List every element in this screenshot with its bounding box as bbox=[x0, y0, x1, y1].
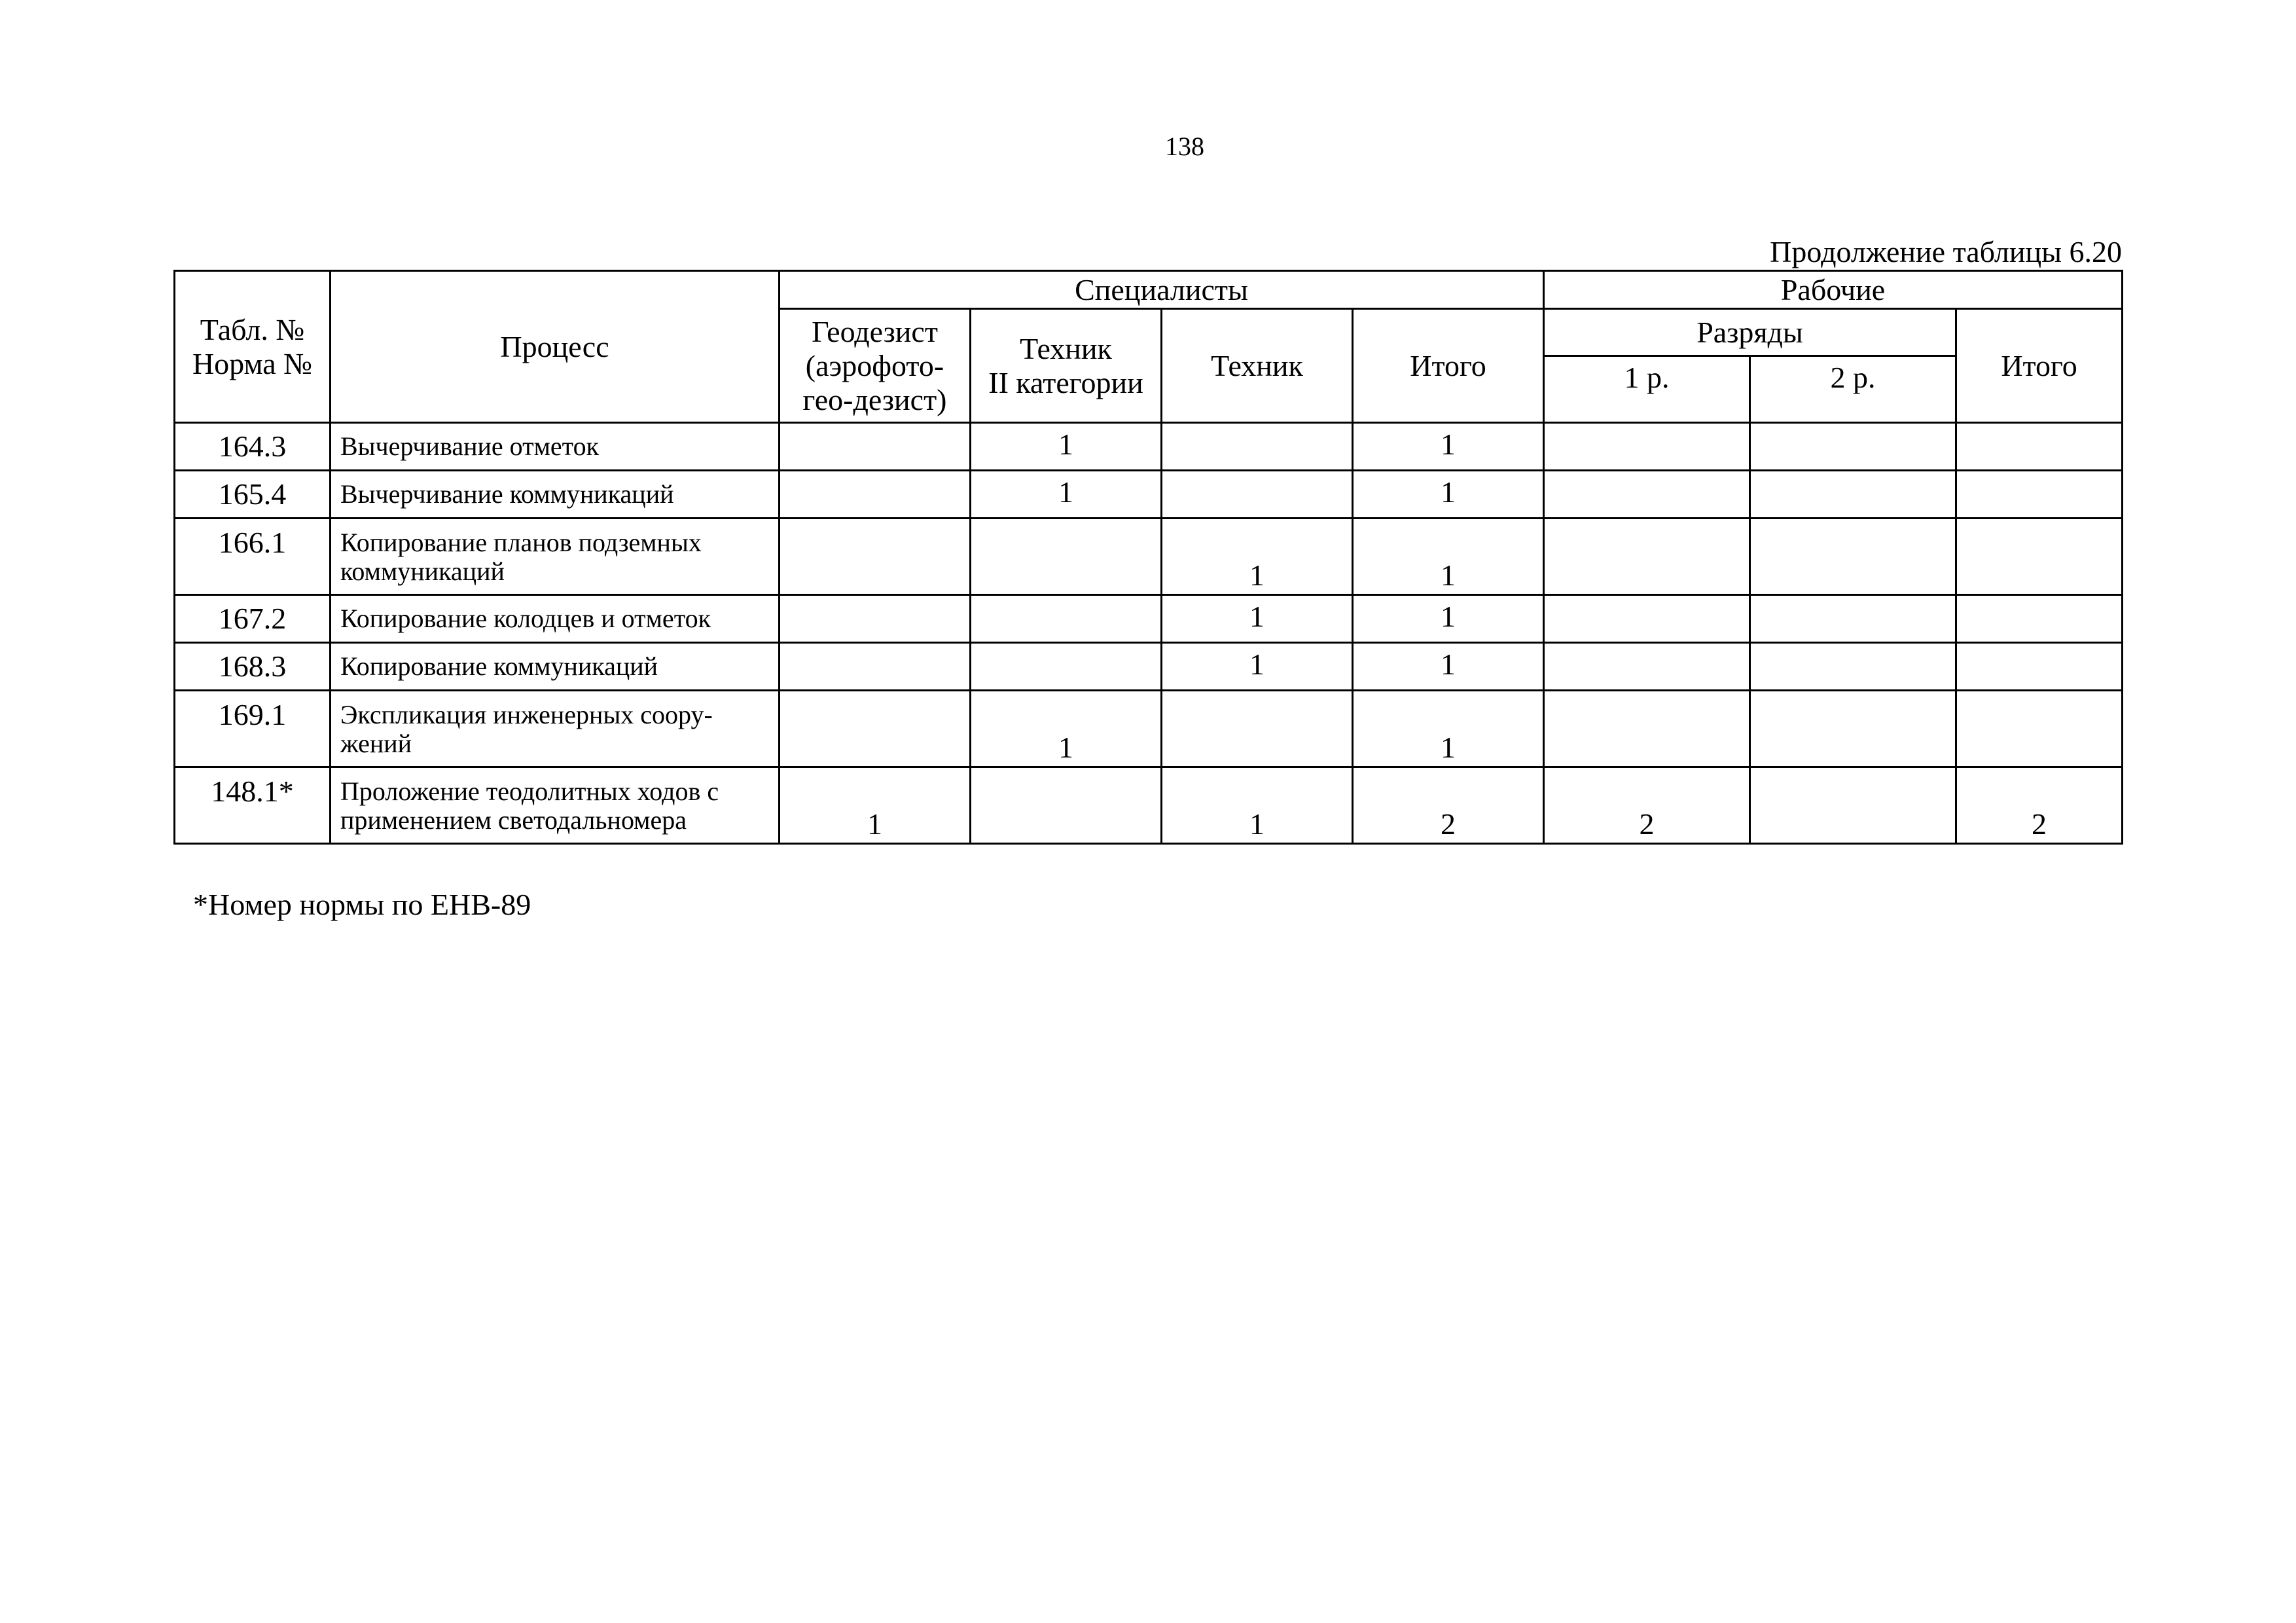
cell-total-specialists: 1 bbox=[1353, 595, 1544, 643]
row-process: Экспликация инженерных соору-жений bbox=[331, 691, 780, 767]
header-technician: Техник bbox=[1162, 309, 1353, 423]
cell-grade-2 bbox=[1750, 643, 1956, 691]
cell-total-workers: 2 bbox=[1956, 767, 2123, 844]
cell-total-workers bbox=[1956, 519, 2123, 595]
cell-total-workers bbox=[1956, 643, 2123, 691]
header-total-workers: Итого bbox=[1956, 309, 2123, 423]
header-specialists: Специалисты bbox=[780, 271, 1544, 309]
cell-technician: 1 bbox=[1162, 643, 1353, 691]
row-process: Копирование планов подземных коммуникаций bbox=[331, 519, 780, 595]
cell-grade-2 bbox=[1750, 519, 1956, 595]
cell-grade-1 bbox=[1544, 691, 1750, 767]
cell-grade-2 bbox=[1750, 471, 1956, 519]
cell-geodesist bbox=[780, 471, 971, 519]
row-process: Проложение теодолитных ходов с применением светодальномера bbox=[331, 767, 780, 844]
header-process: Процесс bbox=[331, 271, 780, 423]
cell-total-workers bbox=[1956, 595, 2123, 643]
table-row bbox=[175, 519, 2123, 595]
row-code: 167.2 bbox=[175, 595, 331, 643]
cell-grade-2 bbox=[1750, 767, 1956, 844]
cell-technician-2 bbox=[971, 767, 1162, 844]
cell-total-workers bbox=[1956, 471, 2123, 519]
cell-geodesist bbox=[780, 691, 971, 767]
cell-grade-1 bbox=[1544, 471, 1750, 519]
cell-total-workers bbox=[1956, 691, 2123, 767]
row-code: 165.4 bbox=[175, 471, 331, 519]
row-process: Копирование колодцев и отметок bbox=[331, 595, 780, 643]
row-code: 166.1 bbox=[175, 519, 331, 595]
cell-geodesist bbox=[780, 423, 971, 471]
table-row bbox=[175, 767, 2123, 844]
header-grade-2: 2 р. bbox=[1750, 356, 1956, 423]
cell-technician-2: 1 bbox=[971, 423, 1162, 471]
footnote: *Номер нормы по ЕНВ-89 bbox=[193, 888, 531, 921]
cell-technician-2: 1 bbox=[971, 691, 1162, 767]
cell-grade-1 bbox=[1544, 643, 1750, 691]
row-code: 148.1* bbox=[175, 767, 331, 844]
cell-grade-1 bbox=[1544, 519, 1750, 595]
cell-grade-2 bbox=[1750, 691, 1956, 767]
cell-geodesist: 1 bbox=[780, 767, 971, 844]
cell-technician-2 bbox=[971, 519, 1162, 595]
header-grades: Разряды bbox=[1544, 309, 1956, 356]
cell-technician bbox=[1162, 423, 1353, 471]
table-row bbox=[175, 423, 2123, 471]
header-total-specialists: Итого bbox=[1353, 309, 1544, 423]
header-geodesist: Геодезист (аэрофото- гео-дезист) bbox=[780, 309, 971, 423]
cell-technician: 1 bbox=[1162, 767, 1353, 844]
cell-grade-1 bbox=[1544, 595, 1750, 643]
header-workers: Рабочие bbox=[1544, 271, 2123, 309]
cell-technician-2 bbox=[971, 643, 1162, 691]
row-process: Вычерчивание отметок bbox=[331, 423, 780, 471]
cell-technician bbox=[1162, 691, 1353, 767]
header-code: Табл. № Норма № bbox=[175, 271, 331, 423]
row-code: 164.3 bbox=[175, 423, 331, 471]
cell-grade-2 bbox=[1750, 423, 1956, 471]
cell-total-specialists: 2 bbox=[1353, 767, 1544, 844]
page-number: 138 bbox=[1165, 132, 1204, 161]
row-code: 168.3 bbox=[175, 643, 331, 691]
table-row bbox=[175, 691, 2123, 767]
cell-total-specialists: 1 bbox=[1353, 471, 1544, 519]
cell-geodesist bbox=[780, 595, 971, 643]
norms-table bbox=[173, 270, 2123, 845]
cell-technician-2 bbox=[971, 595, 1162, 643]
row-process: Вычерчивание коммуникаций bbox=[331, 471, 780, 519]
table-row bbox=[175, 595, 2123, 643]
cell-technician: 1 bbox=[1162, 519, 1353, 595]
cell-geodesist bbox=[780, 643, 971, 691]
cell-technician bbox=[1162, 471, 1353, 519]
header-technician-2: Техник II категории bbox=[971, 309, 1162, 423]
cell-geodesist bbox=[780, 519, 971, 595]
header-grade-1: 1 р. bbox=[1544, 356, 1750, 423]
cell-total-workers bbox=[1956, 423, 2123, 471]
cell-technician-2: 1 bbox=[971, 471, 1162, 519]
cell-total-specialists: 1 bbox=[1353, 643, 1544, 691]
cell-technician: 1 bbox=[1162, 595, 1353, 643]
cell-total-specialists: 1 bbox=[1353, 519, 1544, 595]
cell-total-specialists: 1 bbox=[1353, 423, 1544, 471]
table-caption: Продолжение таблицы 6.20 bbox=[1770, 235, 2122, 268]
cell-grade-1 bbox=[1544, 423, 1750, 471]
cell-grade-2 bbox=[1750, 595, 1956, 643]
table-row bbox=[175, 643, 2123, 691]
table-row bbox=[175, 471, 2123, 519]
row-code: 169.1 bbox=[175, 691, 331, 767]
cell-grade-1: 2 bbox=[1544, 767, 1750, 844]
row-process: Копирование коммуникаций bbox=[331, 643, 780, 691]
cell-total-specialists: 1 bbox=[1353, 691, 1544, 767]
